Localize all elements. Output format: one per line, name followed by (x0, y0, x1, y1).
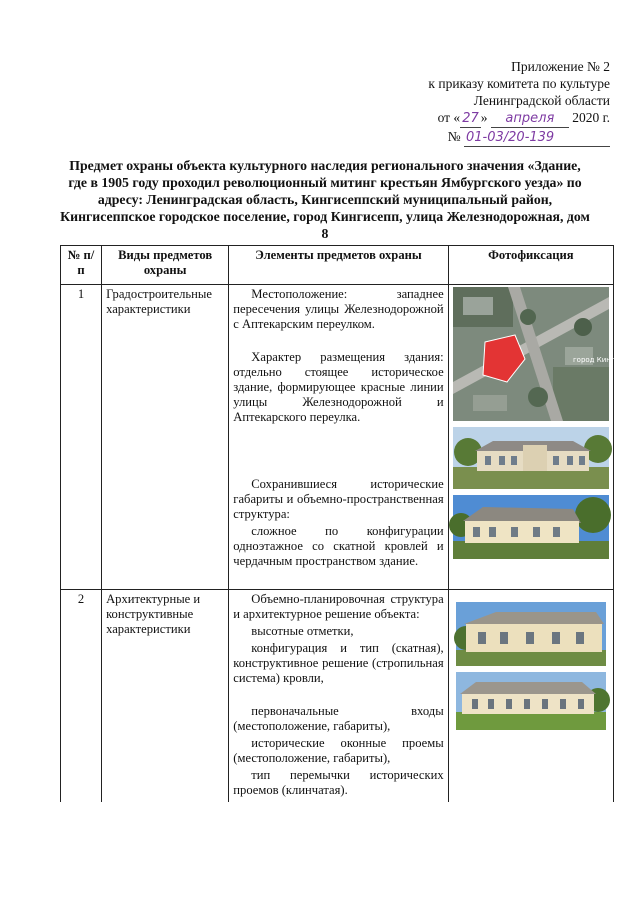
row-photos (448, 285, 637, 590)
map-label: город Кингисепп (572, 356, 637, 364)
row-number: 2 (61, 590, 102, 803)
building-photo (456, 602, 606, 666)
building-photo (453, 427, 609, 489)
table-row (61, 285, 614, 590)
row-elements (229, 590, 448, 803)
table-row (61, 590, 614, 803)
building-photo (453, 495, 609, 559)
element-paragraph: высотные отметки, (251, 624, 354, 638)
element-paragraph: исторические оконные проемы (местоположение, габариты), (233, 736, 444, 765)
element-paragraph: Характер размещения здания: отдельно стоящее историческое здание, формирующее красные линии улицы Железнодорожной и Аптекарского переулка. (233, 350, 444, 424)
appendix-block (370, 58, 610, 147)
date-day-handwritten: 27 (462, 111, 479, 126)
element-paragraph: конфигурация и тип (скатная), конструктивное решение (стропильная система) кровли, (233, 641, 444, 685)
header-elements: Элементы предметов охраны (229, 246, 448, 285)
row-elements (229, 285, 448, 590)
element-paragraph: первоначальные входы (местоположение, габариты), (233, 704, 444, 733)
appendix-order-number: № 01-03/20-139 (370, 128, 610, 147)
map-photo (453, 287, 637, 421)
appendix-order: к приказу комитета по культуре (428, 76, 610, 91)
element-paragraph: сложное по конфигурации одноэтажное со скатной кровлей и чердачным пространством здание. (233, 524, 444, 568)
header-type: Виды предметов охраны (102, 246, 229, 285)
row-type: Градостроительные характеристики (102, 285, 229, 590)
table-header-row (61, 246, 614, 285)
element-paragraph: Местоположение: западнее пересечения улицы Железнодорожной с Аптекарским переулком. (233, 287, 444, 331)
document-title: Предмет охраны объекта культурного наследия регионального значения «Здание, где в 1905 году проходил революционный митинг крестьян Ямбургского уезда» по адресу: Ленинградская область, Кингисеппский муниципальный район, Кингисеппское городское поселение, город Кингисепп, улица Железнодорожная, дом 8 (60, 158, 590, 241)
appendix-date: от « 27 » апреля 2020 г. (437, 110, 610, 126)
row-photos (448, 590, 613, 803)
date-month-handwritten: апреля (491, 110, 569, 128)
header-num: № п/п (61, 246, 102, 285)
row-type: Архитектурные и конструктивные характеристики (102, 590, 229, 803)
building-photo (456, 672, 606, 730)
protection-table (60, 245, 637, 802)
element-paragraph: Сохранившиеся исторические габариты и объемно-пространственная структура: (233, 477, 444, 521)
row-number: 1 (61, 285, 102, 590)
appendix-region: Ленинградской области (473, 93, 610, 108)
element-paragraph: тип перемычки исторических проемов (клинчатая). (233, 768, 444, 797)
element-paragraph: Объемно-планировочная структура и архитектурное решение объекта: (233, 592, 444, 621)
order-number-handwritten: 01-03/20-139 (464, 129, 610, 147)
appendix-number: Приложение № 2 (511, 59, 610, 74)
header-photos: Фотофиксация (448, 246, 613, 285)
